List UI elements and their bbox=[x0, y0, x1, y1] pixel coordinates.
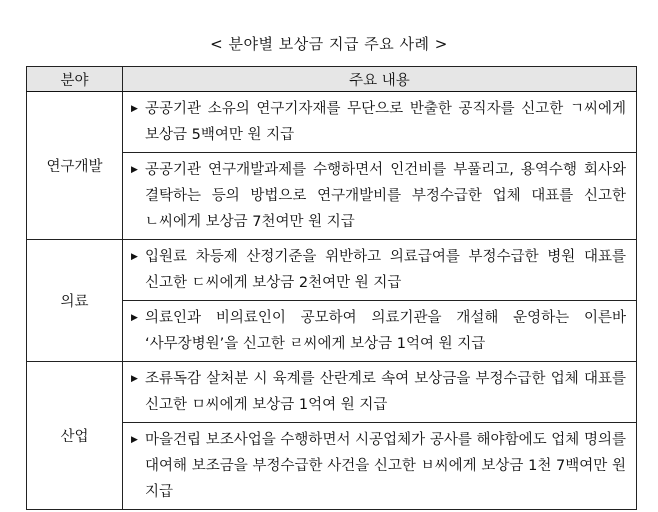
case-text: 의료인과 비의료인이 공모하여 의료기관을 개설해 운영하는 이른바 ‘사무장병원’을 신고한 ㄹ씨에게 보상금 1억여 원 지급 bbox=[145, 310, 626, 352]
bullet-arrow-icon: ▶ bbox=[131, 165, 138, 175]
case-cell bbox=[123, 362, 637, 423]
table-row bbox=[27, 362, 637, 423]
case-text: 입원료 차등제 산정기준을 위반하고 의료급여를 부정수급한 병원 대표를 신고한 ㄷ씨에게 보상금 2천여만 원 지급 bbox=[145, 249, 626, 291]
document-title: < 분야별 보상금 지급 주요 사례 > bbox=[210, 35, 448, 53]
case-cell bbox=[123, 240, 637, 301]
reward-cases-table bbox=[26, 66, 637, 510]
case-text: 조류독감 살처분 시 육계를 산란계로 속여 보상금을 부정수급한 업체 대표를 신고한 ㅁ씨에게 보상금 1억여 원 지급 bbox=[145, 371, 626, 413]
table-row bbox=[27, 240, 637, 301]
bullet-arrow-icon: ▶ bbox=[131, 313, 138, 323]
case-text: 공공기관 연구개발과제를 수행하면서 인건비를 부풀리고, 용역수행 회사와 결탁하는 등의 방법으로 연구개발비를 부정수급한 업체 대표를 신고한 ㄴ씨에게 보상금 7천여만 원 지급 bbox=[145, 162, 626, 230]
bullet-arrow-icon: ▶ bbox=[131, 104, 138, 114]
bullet-arrow-icon: ▶ bbox=[131, 374, 138, 384]
bullet-arrow-icon: ▶ bbox=[131, 252, 138, 262]
field-cell-research: 연구개발 bbox=[27, 92, 123, 240]
case-text: 마을건립 보조사업을 수행하면서 시공업체가 공사를 해야함에도 업체 명의를 대여해 보조금을 부정수급한 사건을 신고한 ㅂ씨에게 보상금 1천 7백여만 원 지급 bbox=[145, 432, 626, 500]
case-cell bbox=[123, 301, 637, 362]
header-field: 분야 bbox=[27, 67, 123, 92]
case-cell bbox=[123, 92, 637, 153]
table-row bbox=[27, 92, 637, 153]
case-cell bbox=[123, 423, 637, 510]
header-content: 주요 내용 bbox=[123, 67, 637, 92]
header-row bbox=[27, 67, 637, 92]
case-cell bbox=[123, 153, 637, 240]
case-text: 공공기관 소유의 연구기자재를 무단으로 반출한 공직자를 신고한 ㄱ씨에게 보상금 5백여만 원 지급 bbox=[145, 101, 626, 143]
bullet-arrow-icon: ▶ bbox=[131, 435, 138, 445]
field-cell-medical: 의료 bbox=[27, 240, 123, 362]
field-cell-industry: 산업 bbox=[27, 362, 123, 510]
